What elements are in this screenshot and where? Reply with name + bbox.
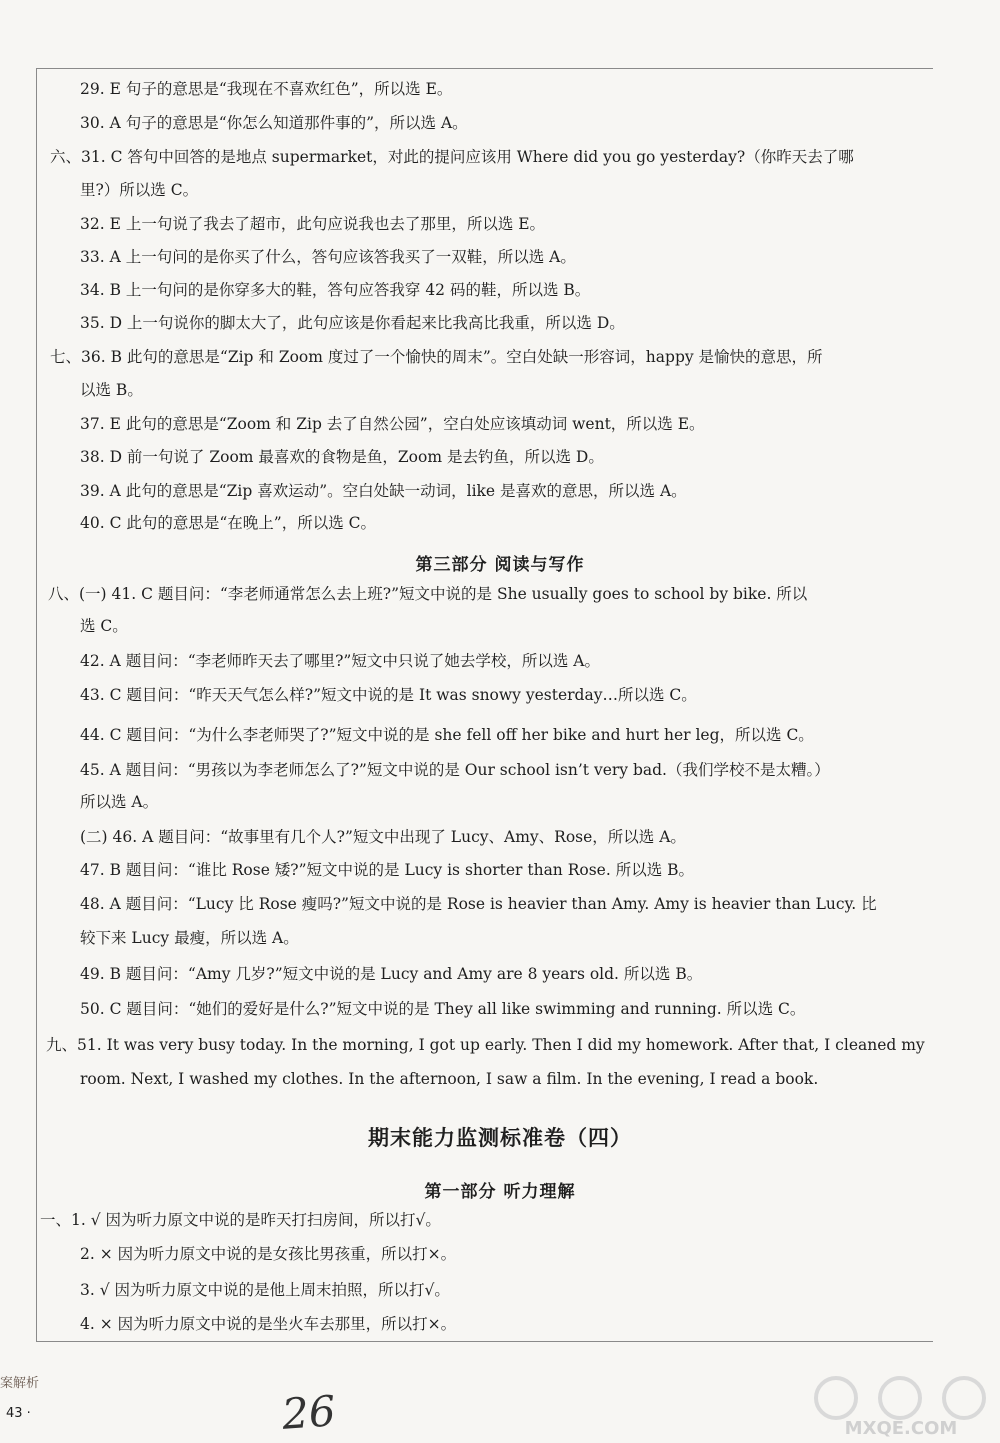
answer-line-30: 30. A 句子的意思是“你怎么知道那件事的”，所以选 A。: [80, 114, 468, 132]
answer-line-50: 50. C 题目问：“她们的爱好是什么?”短文中说的是 They all like swimming and running. 所以选 C。: [80, 1000, 806, 1018]
answer-line-33: 33. A 上一句问的是你买了什么，答句应该答我买了一双鞋，所以选 A。: [80, 248, 576, 266]
handwritten-number: 26: [280, 1386, 338, 1439]
answer-line-45: 45. A 题目问：“男孩以为李老师怎么了?”短文中说的是 Our school isn’t very bad.（我们学校不是太糟。）: [80, 761, 830, 779]
answer-line-40: 40. C 此句的意思是“在晚上”，所以选 C。: [80, 514, 376, 532]
answer-line-2: 2. × 因为听力原文中说的是女孩比男孩重，所以打×。: [80, 1245, 457, 1263]
answer-line-44: 44. C 题目问：“为什么李老师哭了?”短文中说的是 she fell off her bike and hurt her leg，所以选 C。: [80, 726, 814, 744]
answer-line-48-cont: 较下来 Lucy 最瘦，所以选 A。: [80, 929, 299, 947]
answer-line-48: 48. A 题目问：“Lucy 比 Rose 瘦吗?”短文中说的是 Rose is heavier than Amy. Amy is heavier than Lucy. 比: [80, 895, 877, 913]
answer-line-32: 32. E 上一句说了我去了超市，此句应说我也去了那里，所以选 E。: [80, 215, 546, 233]
answer-line-31-cont: 里?）所以选 C。: [80, 181, 199, 199]
answer-line-39: 39. A 此句的意思是“Zip 喜欢运动”。空白处缺一动词，like 是喜欢的意思，所以选 A。: [80, 482, 687, 500]
side-tab-label: 案解析: [0, 1376, 40, 1391]
answer-line-3: 3. √ 因为听力原文中说的是他上周末拍照，所以打√。: [80, 1281, 450, 1299]
answer-line-43: 43. C 题目问：“昨天天气怎么样?”短文中说的是 It was snowy yesterday…所以选 C。: [80, 686, 697, 704]
answer-line-34: 34. B 上一句问的是你穿多大的鞋，答句应答我穿 42 码的鞋，所以选 B。: [80, 281, 591, 299]
answer-line-42: 42. A 题目问：“李老师昨天去了哪里?”短文中只说了她去学校，所以选 A。: [80, 652, 600, 670]
answer-line-49: 49. B 题目问：“Amy 几岁?”短文中说的是 Lucy and Amy are 8 years old. 所以选 B。: [80, 965, 703, 983]
section-heading-part3: 第三部分 阅读与写作: [415, 555, 585, 575]
answer-line-51-cont: room. Next, I washed my clothes. In the afternoon, I saw a film. In the evening, I read a book.: [80, 1070, 819, 1088]
answer-line-36-cont: 以选 B。: [80, 381, 143, 399]
answer-line-35: 35. D 上一句说你的脚太大了，此句应该是你看起来比我高比我重，所以选 D。: [80, 314, 625, 332]
answer-line-41-cont: 选 C。: [80, 617, 128, 635]
section-heading-part1: 第一部分 听力理解: [424, 1182, 576, 1202]
answer-line-51: 九、51. It was very busy today. In the morning, I got up early. Then I did my homework. After that, I cleaned my: [46, 1036, 925, 1054]
answer-line-47: 47. B 题目问：“谁比 Rose 矮?”短文中说的是 Lucy is shorter than Rose. 所以选 B。: [80, 861, 695, 879]
page-number: 43 ·: [6, 1406, 31, 1421]
exam-title: 期末能力监测标准卷（四）: [368, 1126, 632, 1150]
answer-line-4: 4. × 因为听力原文中说的是坐火车去那里，所以打×。: [80, 1315, 457, 1333]
answer-line-36: 七、36. B 此句的意思是“Zip 和 Zoom 度过了一个愉快的周末”。空白处缺一形容词，happy 是愉快的意思，所: [50, 348, 823, 366]
answer-line-37: 37. E 此句的意思是“Zoom 和 Zip 去了自然公园”，空白处应该填动词 went，所以选 E。: [80, 415, 705, 433]
watermark-logo: [808, 1372, 994, 1438]
answer-line-29: 29. E 句子的意思是“我现在不喜欢红色”，所以选 E。: [80, 80, 453, 98]
answer-line-38: 38. D 前一句说了 Zoom 最喜欢的食物是鱼，Zoom 是去钓鱼，所以选 D。: [80, 448, 604, 466]
answer-line-31: 六、31. C 答句中回答的是地点 supermarket，对此的提问应该用 Where did you go yesterday?（你昨天去了哪: [50, 148, 854, 166]
answer-line-46: (二) 46. A 题目问：“故事里有几个人?”短文中出现了 Lucy、Amy、Rose，所以选 A。: [80, 828, 686, 846]
answer-line-1: 一、1. √ 因为听力原文中说的是昨天打扫房间，所以打√。: [40, 1211, 441, 1229]
answer-line-45-cont: 所以选 A。: [80, 793, 159, 811]
answer-line-41: 八、(一) 41. C 题目问：“李老师通常怎么去上班?”短文中说的是 She usually goes to school by bike. 所以: [48, 585, 808, 603]
watermark-text: MXQE.COM: [844, 1418, 958, 1438]
